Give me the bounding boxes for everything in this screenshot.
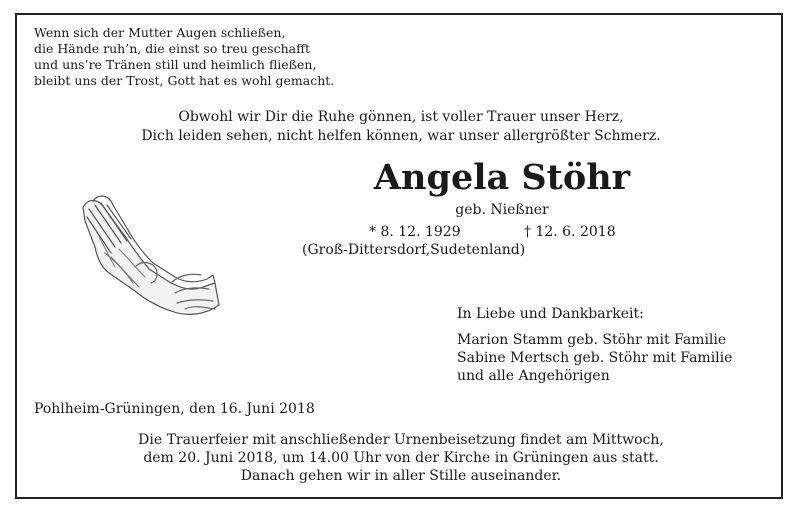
maiden-name: geb. Nießner <box>455 202 549 218</box>
quote-line: Dich leiden sehen, nicht helfen können, war unser allergrößter Schmerz. <box>141 128 661 144</box>
funeral-line: dem 20. Juni 2018, um 14.00 Uhr von der Kirche in Grüningen aus statt. <box>143 450 659 466</box>
mourner-line: Marion Stamm geb. Stöhr mit Familie <box>457 332 727 348</box>
birthplace: (Groß-Dittersdorf,Sudetenland) <box>302 242 526 258</box>
place-and-date: Pohlheim-Grüningen, den 16. Juni 2018 <box>34 401 315 417</box>
poem-line: Wenn sich der Mutter Augen schließen, <box>34 25 286 40</box>
funeral-details <box>17 431 785 485</box>
funeral-line: Danach gehen wir in aller Stille auseinander. <box>240 468 562 484</box>
poem-line: die Hände ruh’n, die einst so treu geschafft <box>34 41 310 56</box>
praying-hands-icon <box>75 187 220 327</box>
mourners-block <box>457 305 732 385</box>
poem <box>34 25 334 89</box>
death-date: † 12. 6. 2018 <box>524 224 616 240</box>
quote-line: Obwohl wir Dir die Ruhe gönnen, ist voller Trauer unser Herz, <box>178 109 624 125</box>
deceased-name: Angela Stöhr <box>373 157 631 198</box>
mourning-quote <box>17 108 785 146</box>
funeral-line: Die Trauerfeier mit anschließender Urnenbeisetzung findet am Mittwoch, <box>138 432 664 448</box>
birth-date: * 8. 12. 1929 <box>369 224 461 240</box>
obituary-notice <box>15 13 783 499</box>
poem-line: und uns’re Tränen still und heimlich fließen, <box>34 57 317 72</box>
mourner-line: und alle Angehörigen <box>457 368 610 384</box>
mourner-line: Sabine Mertsch geb. Stöhr mit Familie <box>457 350 733 366</box>
mourners-intro: In Liebe und Dankbarkeit: <box>457 306 644 322</box>
poem-line: bleibt uns der Trost, Gott hat es wohl gemacht. <box>34 73 335 88</box>
